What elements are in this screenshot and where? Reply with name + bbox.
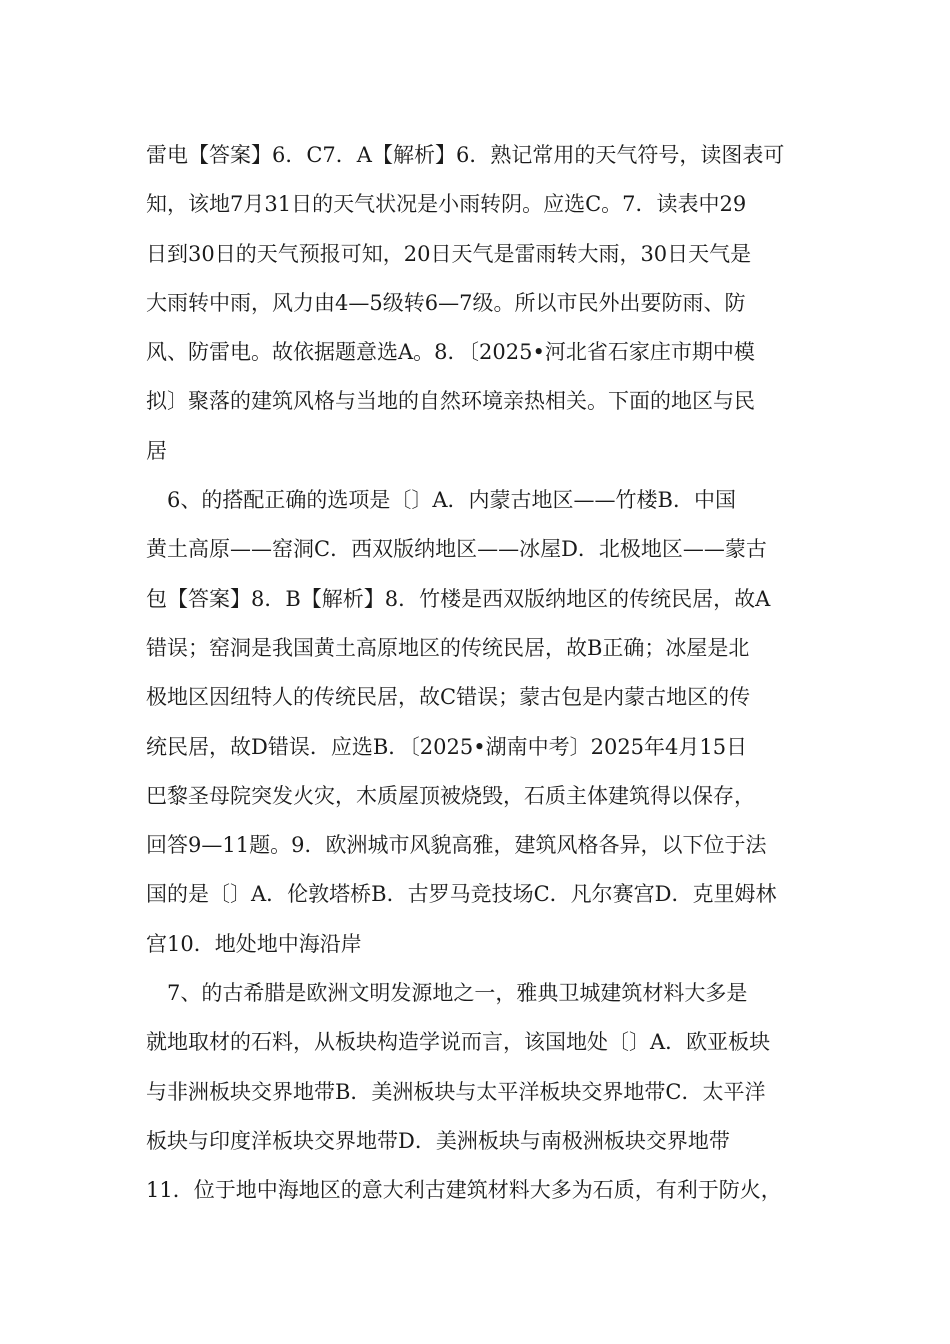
text-line: 居 bbox=[146, 438, 167, 463]
text-line: 拟〕聚落的建筑风格与当地的自然环境亲热相关。下面的地区与民 bbox=[146, 389, 755, 414]
text-line: 错误；窑洞是我国黄土高原地区的传统民居，故B正确；冰屋是北 bbox=[146, 635, 750, 660]
text-line: 回答9—11题。9．欧洲城市风貌高雅，建筑风格各异，以下位于法 bbox=[146, 833, 767, 858]
text-line: 日到30日的天气预报可知，20日天气是雷雨转大雨，30日天气是 bbox=[146, 241, 752, 266]
text-line: 就地取材的石料，从板块构造学说而言，该国地处〔〕A．欧亚板块 bbox=[146, 1030, 771, 1055]
text-line: 国的是〔〕A．伦敦塔桥B．古罗马竞技场C．凡尔赛宫D．克里姆林 bbox=[146, 882, 777, 907]
paragraph-2 bbox=[146, 476, 826, 969]
document-body bbox=[146, 131, 826, 1216]
paragraph-1 bbox=[146, 131, 826, 476]
text-line: 与非洲板块交界地带B．美洲板块与太平洋板块交界地带C．太平洋 bbox=[146, 1079, 766, 1104]
text-line: 11．位于地中海地区的意大利古建筑材料大多为石质，有利于防火， bbox=[146, 1178, 782, 1203]
text-line: 板块与印度洋板块交界地带D．美洲板块与南极洲板块交界地带 bbox=[146, 1128, 730, 1153]
text-line: 大雨转中雨，风力由4—5级转6—7级。所以市民外出要防雨、防 bbox=[146, 290, 746, 315]
text-line: 包【答案】8．B【解析】8．竹楼是西双版纳地区的传统民居，故A bbox=[146, 586, 771, 611]
text-line: 统民居，故D错误．应选B．〔2025•湖南中考〕2025年4月15日 bbox=[146, 734, 748, 759]
text-line: 知，该地7月31日的天气状况是小雨转阴。应选C。7．读表中29 bbox=[146, 192, 747, 217]
text-line: 6、的搭配正确的选项是〔〕A．内蒙古地区——竹楼B．中国 bbox=[146, 488, 736, 513]
text-line: 宫10．地处地中海沿岸 bbox=[146, 931, 362, 956]
text-line: 巴黎圣母院突发火灾，木质屋顶被烧毁，石质主体建筑得以保存， bbox=[146, 783, 755, 808]
text-line: 雷电【答案】6．C7．A【解析】6．熟记常用的天气符号，读图表可 bbox=[146, 143, 785, 167]
text-line: 黄土高原——窑洞C．西双版纳地区——冰屋D．北极地区——蒙古 bbox=[146, 537, 767, 562]
text-line: 7、的古希腊是欧洲文明发源地之一，雅典卫城建筑材料大多是 bbox=[146, 981, 748, 1006]
text-line: 风、防雷电。故依据题意选A。8．〔2025•河北省石家庄市期中模 bbox=[146, 340, 755, 365]
paragraph-3 bbox=[146, 969, 826, 1215]
text-line: 极地区因纽特人的传统民居，故C错误；蒙古包是内蒙古地区的传 bbox=[146, 685, 751, 710]
